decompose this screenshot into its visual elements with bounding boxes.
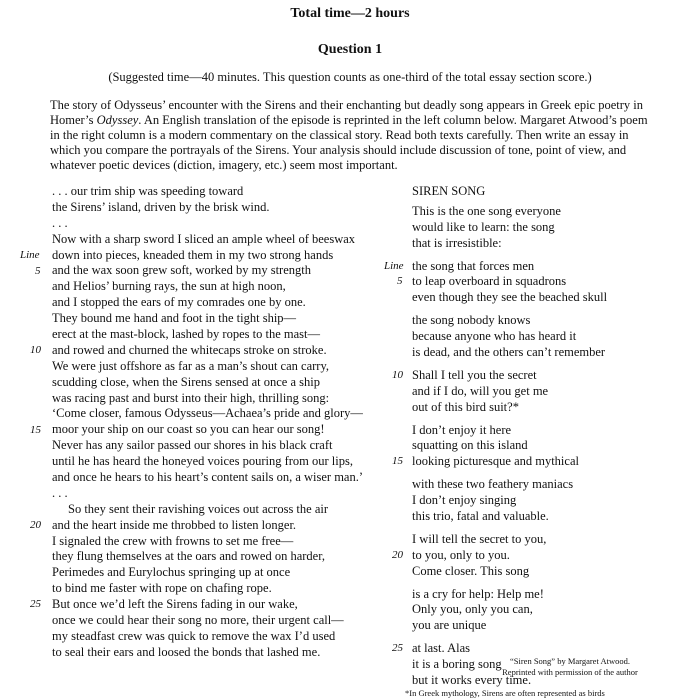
line-label: Line <box>20 248 40 261</box>
poem-line: to you, only to you. <box>412 547 510 562</box>
prompt-part-1: The story of Odysseus’ encounter with the Sirens and their enchanting but deadly song appears in Greek epic poetry in Homer’s <box>50 98 644 127</box>
line-number: 5 <box>397 275 403 288</box>
credit-line-1: “Siren Song” by Margaret Atwood. <box>509 656 630 666</box>
poem-line: the song nobody knows <box>412 313 531 328</box>
poem-line: and Helios’ burning rays, the sun at high noon, <box>52 279 286 294</box>
poem-line: the Sirens’ island, driven by the brisk wind. <box>52 199 270 214</box>
poem-title: SIREN SONG <box>412 184 486 198</box>
poem-line: I don’t enjoy it here <box>412 422 512 437</box>
poem-line: down into pieces, kneaded them in my two strong hands <box>52 247 334 262</box>
poem-line: that is irresistible: <box>412 235 502 250</box>
poem-line: once we could hear their song no more, their urgent call— <box>52 613 344 628</box>
odyssey-excerpt <box>52 184 363 661</box>
poem-line: scudding close, when the Sirens sensed at once a ship <box>52 374 320 389</box>
poem-line: So they sent their ravishing voices out across the air <box>68 501 329 516</box>
poem-line: and once he hears to his heart’s content sails on, a wiser man.’ <box>52 470 364 485</box>
poem-line: and the wax soon grew soft, worked by my strength <box>52 263 311 278</box>
poem-line: Perimedes and Eurylochus springing up at once <box>52 565 291 580</box>
poem-line: is a cry for help: Help me! <box>412 586 544 601</box>
poem-line: Only you, only you can, <box>412 602 533 617</box>
poem-line: I signaled the crew with frowns to set me free— <box>52 533 294 548</box>
poem-line: to seal their ears and loosed the bonds that lashed me. <box>52 644 321 659</box>
footnote: *In Greek mythology, Sirens are often represented as birds <box>405 688 605 698</box>
poem-line: But once we’d left the Sirens fading in our wake, <box>52 597 298 612</box>
poem-line: moor your ship on our coast so you can hear our song! <box>52 422 325 437</box>
poem-line: but it works every time. <box>412 673 532 688</box>
line-number: 20 <box>392 548 403 561</box>
poem-line: Shall I tell you the secret <box>412 367 537 382</box>
line-number: 15 <box>30 423 41 436</box>
prompt-part-2: . An English translation of the episode is reprinted in the left column below. Margaret Atwood’s poem in the right column is a modern commentary on the classical story. Read both texts carefully. Then write an essay in which you compare the portrayals of the Sirens. Your analysis should include discussion of tone, point of view, and whatever poetic devices (diction, imagery, etc.) seem most important. <box>50 113 648 172</box>
poem-line: squatting on this island <box>412 438 528 453</box>
poem-line: erect at the mast-block, lashed by ropes to the mast— <box>52 327 320 342</box>
poem-line: We were just offshore as far as a man’s shout can carry, <box>52 358 330 373</box>
poem-line: . . . <box>52 215 68 230</box>
line-number: 20 <box>30 518 41 531</box>
line-number: 5 <box>35 264 41 277</box>
poem-line: They bound me hand and foot in the tight ship— <box>52 311 297 326</box>
poem-line: because anyone who has heard it <box>412 329 577 344</box>
line-number: 25 <box>392 642 403 655</box>
question-prompt <box>50 98 660 173</box>
poem-line: was racing past and burst into their high, thrilling song: <box>52 390 330 405</box>
poem-line: and the heart inside me throbbed to listen longer. <box>52 517 297 532</box>
poem-line: would like to learn: the song <box>412 219 555 234</box>
poem-line: to leap overboard in squadrons <box>412 274 567 289</box>
line-number: 15 <box>392 455 403 468</box>
poem-line: until he has heard the honeyed voices pouring from our lips, <box>52 454 353 469</box>
line-number: 10 <box>30 344 41 356</box>
poem-line: Now with a sharp sword I sliced an ample wheel of beeswax <box>52 231 356 246</box>
poem-line: this trio, fatal and valuable. <box>412 509 549 524</box>
poem-line: even though they see the beached skull <box>412 290 608 305</box>
poem-line: with these two feathery maniacs <box>412 477 574 492</box>
poem-line: out of this bird suit?* <box>412 399 519 414</box>
line-number: 25 <box>30 598 41 611</box>
poem-line: the song that forces men <box>412 258 535 273</box>
suggested-time-note: (Suggested time—40 minutes. This question counts as one-third of the total essay section score.) <box>108 70 592 84</box>
poem-line: ‘Come closer, famous Odysseus—Achaea’s pride and glory— <box>52 406 363 421</box>
poem-line: and rowed and churned the whitecaps stroke on stroke. <box>52 342 327 357</box>
poem-line: and I stopped the ears of my comrades one by one. <box>52 295 306 310</box>
poem-line: it is a boring song <box>412 657 502 672</box>
poem-line: you are unique <box>412 618 487 633</box>
siren-song-poem <box>412 184 607 689</box>
poem-line: is dead, and the others can’t remember <box>412 345 606 360</box>
total-time-heading: Total time—2 hours <box>290 6 410 21</box>
poem-line: looking picturesque and mythical <box>412 454 579 469</box>
poem-credit <box>470 656 670 678</box>
line-label: Line <box>384 259 404 272</box>
poem-line: Come closer. This song <box>412 563 530 578</box>
poem-line: I don’t enjoy singing <box>412 493 517 508</box>
poem-line: they flung themselves at the oars and rowed on harder, <box>52 549 326 564</box>
poem-line: and if I do, will you get me <box>412 383 549 398</box>
question-title: Question 1 <box>317 42 383 57</box>
poem-line: at last. Alas <box>412 641 470 656</box>
poem-line: I will tell the secret to you, <box>412 531 547 546</box>
credit-line-2: Reprinted with permission of the author <box>502 667 638 677</box>
poem-line: This is the one song everyone <box>412 203 561 218</box>
poem-line: . . . <box>52 485 68 500</box>
poem-line: my steadfast crew was quick to remove the wax I’d used <box>52 628 336 643</box>
odyssey-title: Odyssey <box>96 113 139 127</box>
poem-line: to bind me faster with rope on chafing rope. <box>52 581 272 596</box>
line-number: 10 <box>392 368 403 381</box>
poem-line: Never has any sailor passed our shores in his black craft <box>52 438 333 453</box>
poem-line: . . . our trim ship was speeding toward <box>52 184 244 198</box>
